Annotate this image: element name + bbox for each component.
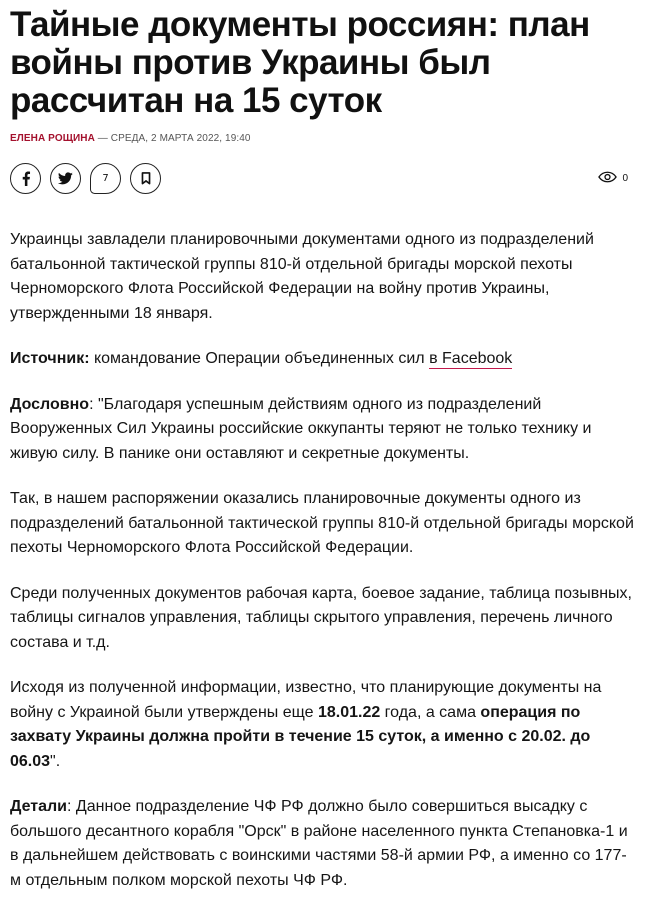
facebook-share-button[interactable] <box>10 163 41 194</box>
comments-button[interactable] <box>90 163 121 194</box>
social-bar <box>10 162 635 195</box>
paragraph-source <box>10 347 635 372</box>
paragraph-quote <box>10 393 635 467</box>
facebook-source-link[interactable]: в Facebook <box>429 350 513 367</box>
plan-end: ". <box>50 752 61 770</box>
quote-text: : "Благодаря успешным действиям одного из подразделений Вооруженных Сил Украины российские оккупанты теряют не только технику и живую силу. В панике они оставляют и секретные документы. <box>10 395 592 462</box>
bookmark-icon <box>141 172 151 185</box>
details-text: : Данное подразделение ЧФ РФ должно было совершиться высадку с большого десантного корабля "Орск" в районе населенного пункта Степановка-1 и в дальнейшем действовать с воинскими частями 58-й армии РФ, а именно со 177-м отдельным полком морской пехоты ЧФ РФ. <box>10 798 628 889</box>
paragraph-details <box>10 795 635 893</box>
source-text: командование Операции объединенных сил <box>89 350 430 367</box>
plan-date: 18.01.22 <box>317 703 381 721</box>
details-label: Детали <box>10 798 68 815</box>
plan-operation: операция по захвату Украины должна пройти в течение 15 суток, а именно с 20.02. до 06.03 <box>10 703 591 770</box>
meta-separator: — <box>94 133 111 144</box>
paragraph-documents: Так, в нашем распоряжении оказались планировочные документы одного из подразделений батальонной тактической группы 810-й отдельной бригады морской пехоты Черноморского Флота Российской Федерации. <box>10 490 634 556</box>
views-counter <box>598 171 628 186</box>
plan-text-a: Исходя из полученной информации, известно, что планирующие документы на войну с Украиной были утверждены еще <box>10 679 602 721</box>
article <box>0 6 645 893</box>
facebook-icon <box>21 171 31 186</box>
publish-date: СРЕДА, 2 МАРТА 2022, 19:40 <box>110 133 251 144</box>
twitter-icon <box>58 172 73 185</box>
quote-label: Дословно <box>10 395 90 413</box>
views-count: 0 <box>622 173 628 184</box>
paragraph-intro: Украинцы завладели планировочными документами одного из подразделений батальонной тактической группы 810-й отдельной бригады морской пехоты Черноморского Флота Российской Федерации на войну против Украины, утвержденными 18 января. <box>10 231 594 322</box>
source-label: Источник: <box>10 350 90 367</box>
article-body <box>10 228 635 893</box>
article-meta <box>10 133 635 144</box>
author-link[interactable]: ЕЛЕНА РОЩИНА <box>10 133 95 144</box>
plan-text-b: года, а сама <box>380 703 481 721</box>
comments-count: 7 <box>102 173 109 184</box>
bookmark-button[interactable] <box>130 163 161 194</box>
twitter-share-button[interactable] <box>50 163 81 194</box>
article-title: Тайные документы россиян: план войны против Украины был рассчитан на 15 суток <box>10 5 590 120</box>
paragraph-plan <box>10 676 635 774</box>
eye-icon <box>598 171 617 186</box>
paragraph-document-list: Среди полученных документов рабочая карта, боевое задание, таблица позывных, таблицы сигналов управления, таблицы скрытого управления, перечень личного состава и т.д. <box>10 584 632 651</box>
share-buttons <box>10 163 161 194</box>
